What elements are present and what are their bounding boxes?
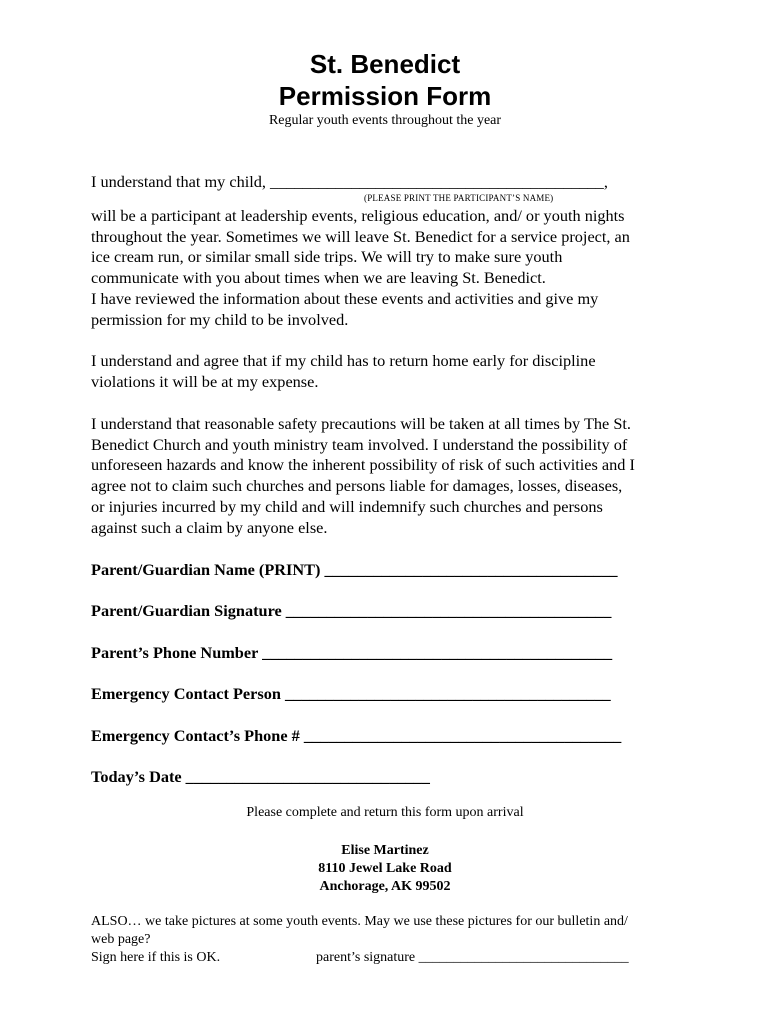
guardian-signature-field[interactable]: Parent/Guardian Signature ________________________________________ <box>91 601 612 620</box>
paragraph-line: ice cream run, or similar small side trips. We will try to make sure youth <box>91 247 563 267</box>
form-subtitle-title: Permission Form <box>278 81 492 111</box>
paragraph-line: violations it will be at my expense. <box>91 371 319 391</box>
date-field[interactable]: Today’s Date ______________________________ <box>91 767 430 786</box>
guardian-name-field[interactable]: Parent/Guardian Name (PRINT) ____________________________________ <box>91 560 618 579</box>
paragraph-line: will be a participant at leadership events, religious education, and/ or youth nights <box>91 206 625 225</box>
photo-consent-text-cont: web page? <box>91 932 151 947</box>
paragraph-line: I have reviewed the information about these events and activities and give my <box>91 288 599 308</box>
form-description: Regular youth events throughout the year <box>268 113 502 128</box>
form-title: St. Benedict <box>309 49 461 79</box>
paragraph-line: unforeseen hazards and know the inherent possibility of risk of such activities and I <box>91 455 635 475</box>
parent-phone-field[interactable]: Parent’s Phone Number ___________________________________________ <box>91 643 613 662</box>
address-city: Anchorage, AK 99502 <box>319 879 451 894</box>
paragraph-discipline <box>91 351 691 392</box>
paragraph-line: communicate with you about times when we are leaving St. Benedict. <box>91 268 546 288</box>
emergency-contact-field[interactable]: Emergency Contact Person ________________________________________ <box>91 684 611 703</box>
photo-consent-text: ALSO… we take pictures at some youth events. May we use these pictures for our bulletin and/ <box>91 914 628 929</box>
child-name-hint: (PLEASE PRINT THE PARTICIPANT’S NAME) <box>364 193 554 203</box>
paragraph-line: I understand and agree that if my child has to return home early for discipline <box>91 351 596 370</box>
address-street: 8110 Jewel Lake Road <box>318 861 452 876</box>
paragraph-participation <box>91 206 691 330</box>
photo-consent-sign-here: Sign here if this is OK. <box>91 950 221 965</box>
paragraph-line: against such a claim by anyone else. <box>91 517 328 537</box>
return-instruction: Please complete and return this form upon arrival <box>246 805 524 820</box>
paragraph-line: Benedict Church and youth ministry team involved. I understand the possibility of <box>91 434 628 454</box>
child-name-line[interactable]: I understand that my child, _________________________________________, <box>91 172 608 191</box>
emergency-phone-field[interactable]: Emergency Contact’s Phone # _______________________________________ <box>91 726 622 745</box>
photo-consent-signature-field[interactable]: parent’s signature ______________________________ <box>316 950 629 965</box>
address-name: Elise Martinez <box>341 843 429 858</box>
paragraph-line: permission for my child to be involved. <box>91 309 349 329</box>
paragraph-line: I understand that reasonable safety precautions will be taken at all times by The St. <box>91 414 631 433</box>
paragraph-line: or injuries incurred by my child and will indemnify such churches and persons <box>91 496 603 516</box>
paragraph-line: throughout the year. Sometimes we will leave St. Benedict for a service project, an <box>91 226 630 246</box>
paragraph-safety <box>91 414 691 538</box>
paragraph-line: agree not to claim such churches and persons liable for damages, losses, diseases, <box>91 476 623 496</box>
